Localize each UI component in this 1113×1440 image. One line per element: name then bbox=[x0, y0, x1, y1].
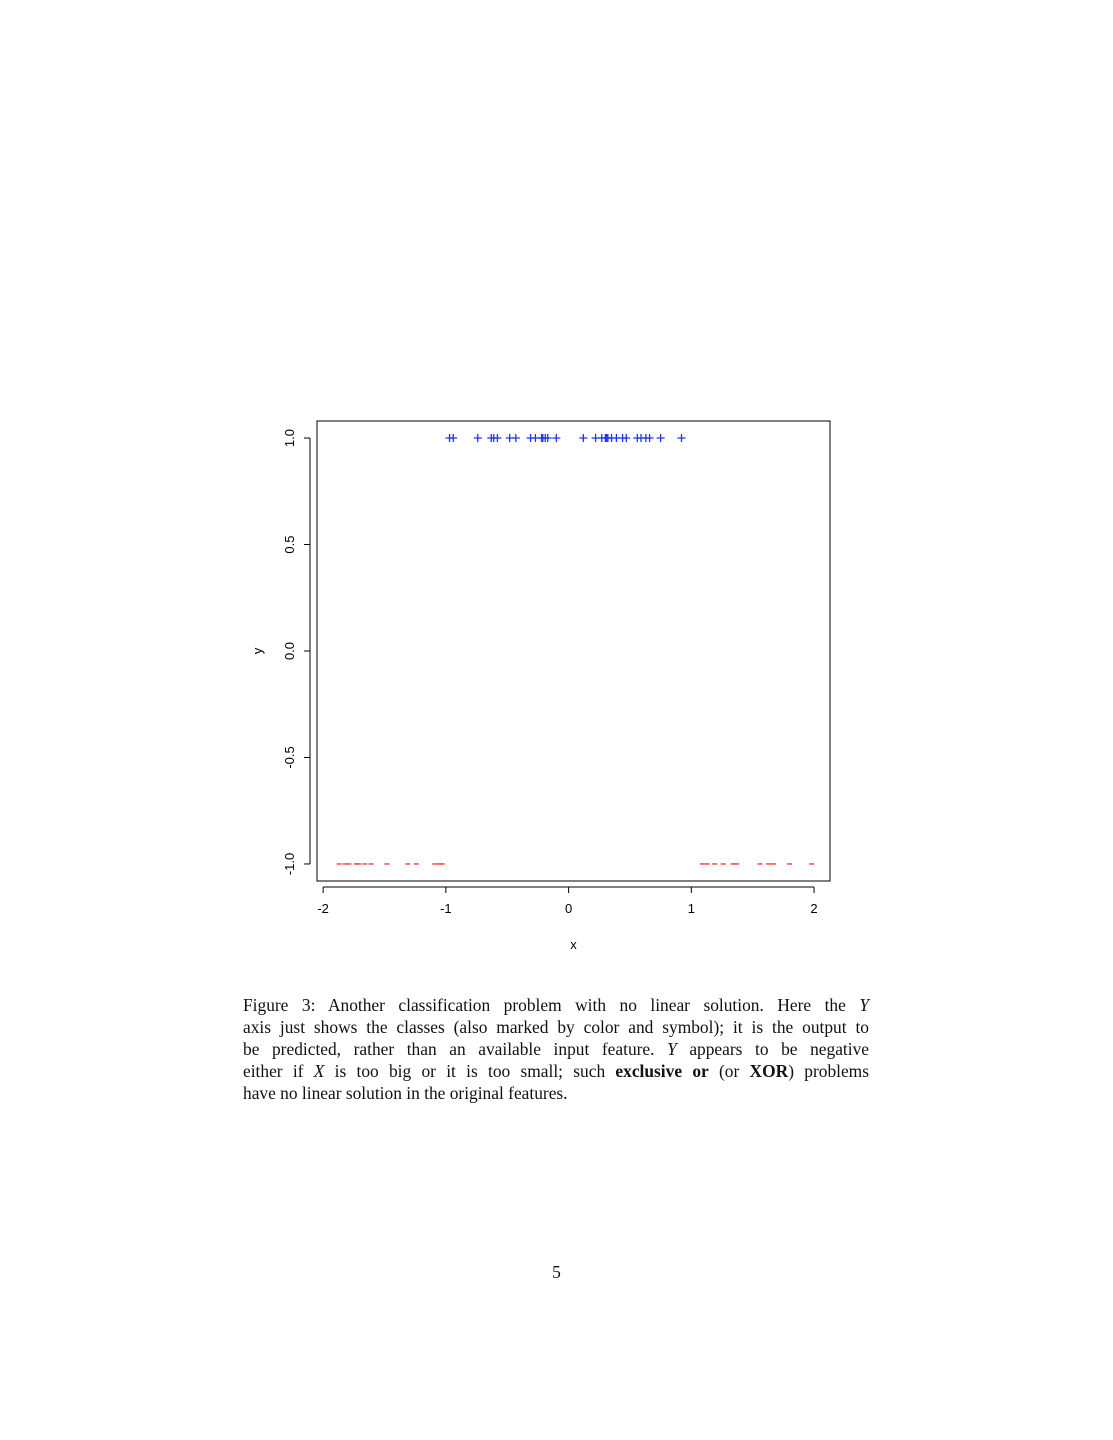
caption-text: Y bbox=[859, 995, 869, 1015]
page-number: 5 bbox=[552, 1262, 561, 1282]
y-tick-label: 0.0 bbox=[282, 641, 297, 661]
x-tick-label: 0 bbox=[564, 901, 573, 916]
caption-text: axis just shows the classes (also marked by color and symbol); it is the output to bbox=[243, 1017, 869, 1037]
caption-text: be predicted, rather than an available input feature. bbox=[243, 1039, 668, 1059]
caption-text: Figure 3: Another classification problem with no linear solution. Here the bbox=[243, 995, 860, 1015]
caption-text: have no linear solution in the original features. bbox=[243, 1083, 568, 1103]
y-tick-label: 1.0 bbox=[282, 428, 297, 448]
x-tick-label: -1 bbox=[440, 901, 452, 916]
data-point-plus bbox=[579, 434, 587, 442]
y-tick-label: -0.5 bbox=[282, 746, 297, 769]
x-tick-label: 2 bbox=[810, 901, 818, 916]
caption-text: X bbox=[313, 1061, 325, 1081]
plot-frame bbox=[317, 421, 830, 881]
y-tick-label: -1.0 bbox=[282, 852, 297, 876]
data-point-plus bbox=[449, 434, 457, 442]
y-axis-label: y bbox=[250, 647, 265, 655]
data-point-plus bbox=[678, 434, 686, 442]
caption-line bbox=[243, 994, 869, 1016]
figure-caption bbox=[243, 994, 869, 1104]
caption-line bbox=[243, 1082, 869, 1104]
y-tick-label: 0.5 bbox=[282, 535, 297, 554]
data-point-plus bbox=[512, 434, 520, 442]
caption-text: either if bbox=[243, 1061, 314, 1081]
caption-text: (or bbox=[708, 1061, 750, 1081]
x-axis-label: x bbox=[570, 937, 577, 952]
caption-line bbox=[243, 1016, 869, 1038]
data-point-plus bbox=[646, 434, 654, 442]
caption-text: XOR bbox=[749, 1061, 789, 1081]
x-tick-label: -2 bbox=[317, 901, 329, 916]
caption-text: appears to be negative bbox=[676, 1039, 869, 1059]
data-point-plus bbox=[622, 434, 630, 442]
caption-line bbox=[243, 1060, 869, 1082]
data-point-plus bbox=[474, 434, 482, 442]
data-point-plus bbox=[552, 434, 560, 442]
data-point-plus bbox=[493, 434, 501, 442]
caption-text: Y bbox=[667, 1039, 677, 1059]
caption-line bbox=[243, 1038, 869, 1060]
caption-text: is too big or it is too small; such bbox=[324, 1061, 616, 1081]
caption-text: ) problems bbox=[788, 1061, 869, 1081]
data-point-plus bbox=[657, 434, 665, 442]
caption-text: exclusive or bbox=[615, 1061, 709, 1081]
x-tick-label: 1 bbox=[687, 901, 695, 916]
